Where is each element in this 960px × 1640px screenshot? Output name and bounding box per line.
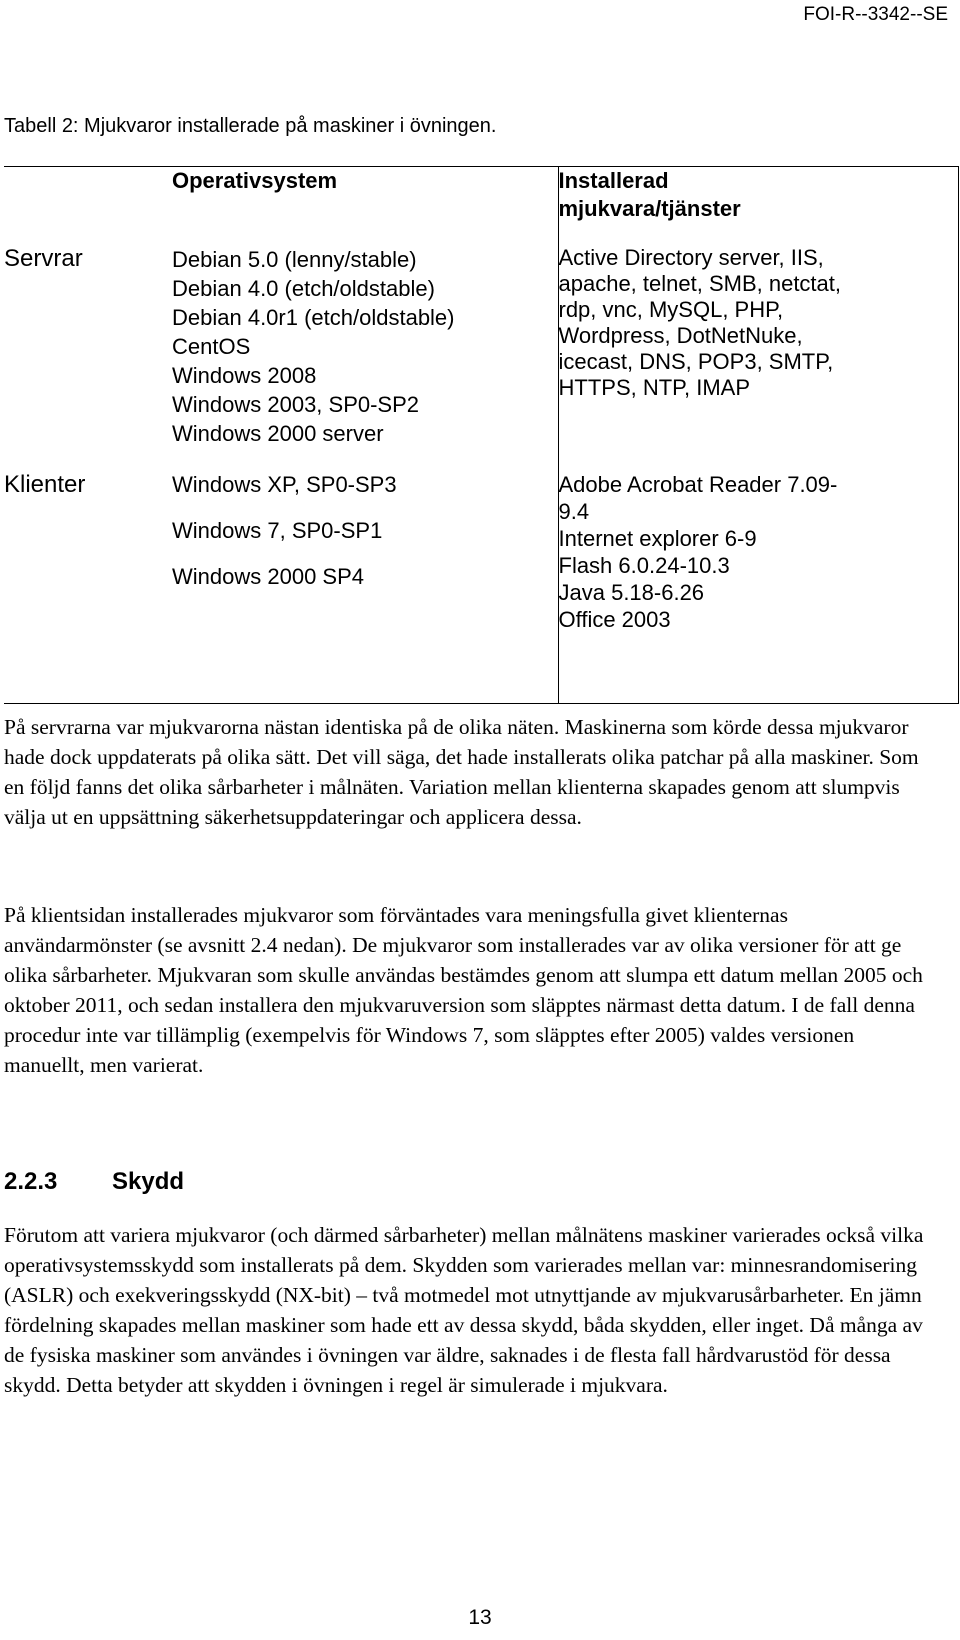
section-title: Skydd xyxy=(112,1168,185,1195)
header-category xyxy=(4,167,172,245)
os-item: Debian 4.0r1 (etch/oldstable) xyxy=(172,304,455,330)
document-id: FOI-R--3342--SE xyxy=(803,4,948,25)
software-line: Adobe Acrobat Reader 7.09- xyxy=(558,471,838,497)
table-caption: Tabell 2: Mjukvaror installerade på maskiner i övningen. xyxy=(4,115,497,137)
software-line: Internet explorer 6-9 xyxy=(558,525,757,551)
row-label-clients: Klienter xyxy=(4,471,172,704)
software-table xyxy=(4,166,959,704)
os-item: Windows XP, SP0-SP3 xyxy=(172,471,397,497)
software-line: Flash 6.0.24-10.3 xyxy=(558,552,730,578)
section-number: 2.2.3 xyxy=(4,1168,58,1195)
header-os: Operativsystem xyxy=(172,167,558,245)
table-row-servers xyxy=(4,245,958,471)
section-heading xyxy=(4,1168,184,1196)
paragraph-servers: På servrarna var mjukvarorna nästan identiska på de olika näten. Maskinerna som körde dessa mjukvaror hade dock uppdaterats på olika sätt. Det vill säga, det hade installerats olika patchar på alla maskiner. Som en följd fanns det olika sårbarheter i målnäten. Variation mellan klienterna skapades genom att slumpvis välja ut en uppsättning säkerhetsuppdateringar och applicera dessa. xyxy=(4,715,919,829)
os-item: Windows 2008 xyxy=(172,362,317,388)
software-line: Office 2003 xyxy=(558,606,671,632)
paragraph-protection: Förutom att variera mjukvaror (och därmed sårbarheter) mellan målnätens maskiner varierades också vilka operativsystemsskydd som installerats på dem. Skydden som varierades mellan var: minnesrandomisering (ASLR) och exekveringsskydd (NX-bit) – två motmedel mot utnyttjande av mjukvarusårbarheter. En jämn fördelning skapades mellan maskiner som hade ett av dessa skydd, båda skydden, eller inget. Då många av de fysiska maskiner som användes i övningen var äldre, saknades i de flesta fall hårdvarustöd för dessa skydd. Detta betyder att skydden i övningen i regel är simulerade i mjukvara. xyxy=(4,1223,924,1397)
clients-os-cell xyxy=(172,471,558,704)
software-line: Java 5.18-6.26 xyxy=(558,579,705,605)
table-header-row xyxy=(4,167,958,245)
header-software-line-2: mjukvara/tjänster xyxy=(558,196,741,221)
software-line: Wordpress, DotNetNuke, xyxy=(558,322,803,348)
os-item: Debian 5.0 (lenny/stable) xyxy=(172,246,417,272)
clients-software-cell xyxy=(558,471,958,704)
servers-software-cell xyxy=(558,245,958,471)
row-label-servers: Servrar xyxy=(4,244,83,272)
table-row-clients xyxy=(4,471,958,704)
servers-os-cell xyxy=(172,245,558,471)
os-item: Debian 4.0 (etch/oldstable) xyxy=(172,275,435,301)
os-item: Windows 2000 SP4 xyxy=(172,563,364,589)
software-line: 9.4 xyxy=(558,498,590,524)
os-item: CentOS xyxy=(172,333,251,359)
software-line: rdp, vnc, MySQL, PHP, xyxy=(558,296,784,322)
header-software-line-1: Installerad xyxy=(558,168,669,193)
software-line: apache, telnet, SMB, netctat, xyxy=(558,270,841,296)
software-line: HTTPS, NTP, IMAP xyxy=(558,374,751,400)
os-item: Windows 7, SP0-SP1 xyxy=(172,517,383,543)
header-software xyxy=(558,167,958,245)
software-line: Active Directory server, IIS, xyxy=(558,244,824,270)
software-line: icecast, DNS, POP3, SMTP, xyxy=(558,348,834,374)
os-item: Windows 2003, SP0-SP2 xyxy=(172,391,420,417)
os-item: Windows 2000 server xyxy=(172,420,384,446)
page-number: 13 xyxy=(468,1606,492,1629)
paragraph-clients: På klientsidan installerades mjukvaror som förväntades vara meningsfulla givet klienternas användarmönster (se avsnitt 2.4 nedan). De mjukvaror som installerades var av olika versioner för att ge olika sårbarheter. Mjukvaran som skulle användas bestämdes genom att slumpa ett datum mellan 2005 och oktober 2011, och sedan installera den mjukvaruversion som släpptes närmast detta datum. I de fall denna procedur inte var tillämplig (exempelvis för Windows 7, som släpptes efter 2005) valdes versionen manuellt, men varierat. xyxy=(4,903,923,1077)
